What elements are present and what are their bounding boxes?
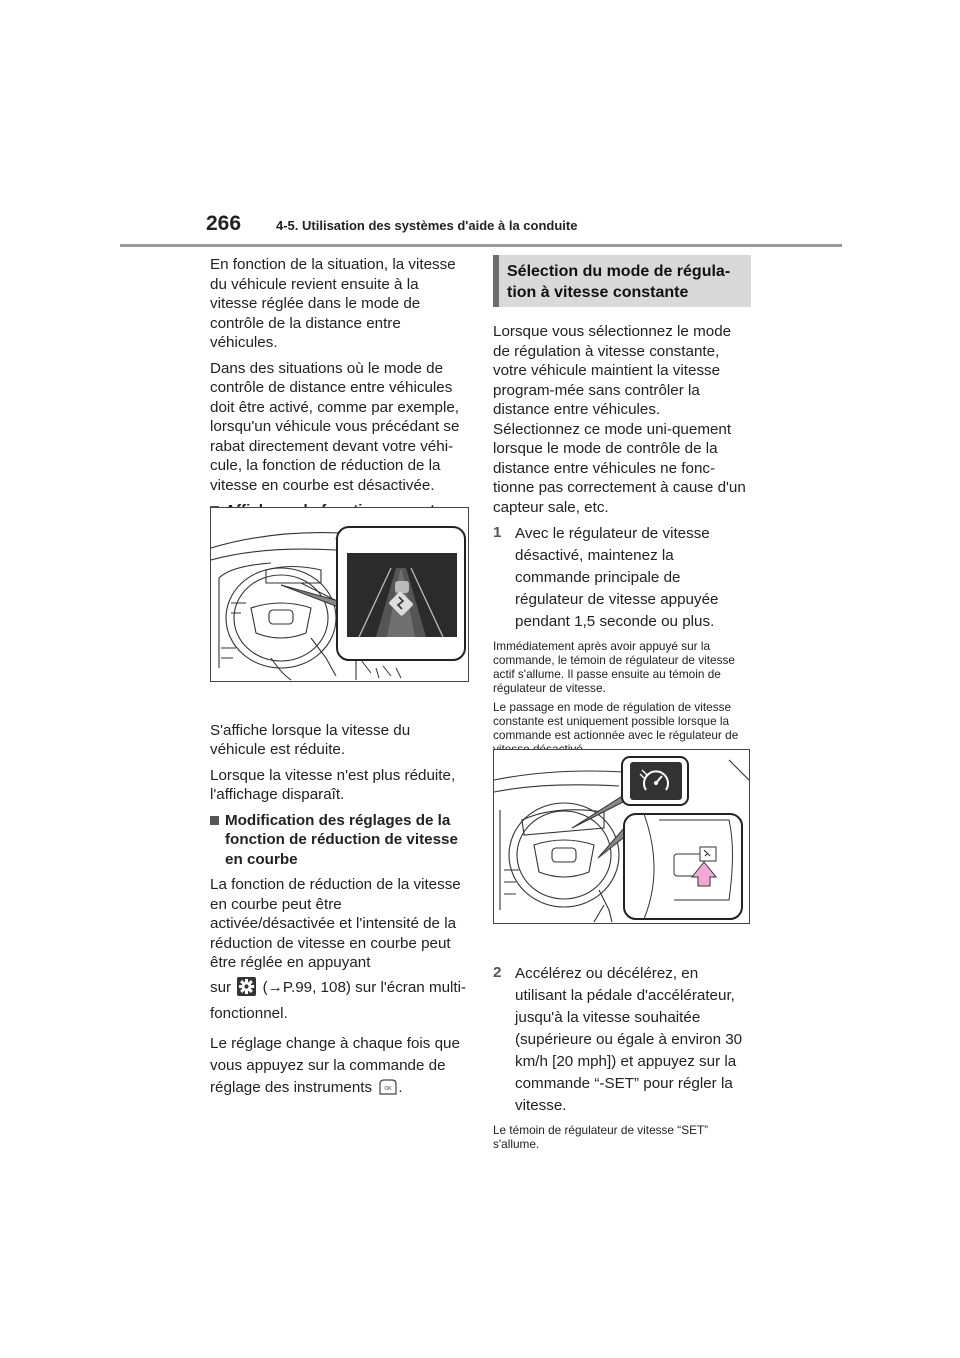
text: .	[398, 1078, 403, 1096]
ok-button-icon	[378, 1078, 398, 1096]
note: Le témoin de régulateur de vitesse “SET” s'allume.	[493, 1123, 709, 1151]
section-heading	[493, 255, 751, 307]
step-number: 2	[493, 964, 502, 981]
paragraph: Lorsque la vitesse n'est plus réduite, l'affichage disparaît.	[210, 766, 456, 803]
paragraph: En fonction de la situation, la vitesse du véhicule revient ensuite à la vitesse réglée dans le mode de contrôle de la distance entre véhicules.	[210, 256, 456, 351]
text: Le réglage change à chaque fois que vous appuyez sur la commande de réglage des instruments	[210, 1034, 460, 1096]
paragraph: Lorsque vous sélectionnez le mode de régulation à vitesse constante, votre véhicule maintient la vitesse program-mée sans contrôler la distance entre véhicules. Sélectionnez ce mode uni-quement lorsque le mode de contrôle de la distance entre véhicules ne fonc-tionne pas correctement à cause d'un capteur sale, etc.	[493, 323, 746, 516]
page-number: 266	[206, 212, 242, 235]
steering-illustration	[494, 750, 749, 923]
note: Immédiatement après avoir appuyé sur la commande, le témoin de régulateur de vitesse actif s'allume. Il passe ensuite au témoin de régulateur de vitesse.	[493, 639, 735, 695]
step-1	[493, 523, 751, 633]
chapter-title: 4-5. Utilisation des systèmes d'aide à la conduite	[276, 218, 578, 233]
paragraph: Dans des situations où le mode de contrôle de distance entre véhicules doit être activé, comme par exemple, lorsqu'un véhicule vous précédant se rabat directement devant votre véhi-cule, la fonction de réduction de la vitesse en courbe est désactivée.	[210, 359, 460, 494]
paragraph-with-icon	[210, 975, 468, 1027]
svg-text:OK: OK	[384, 1085, 392, 1092]
gear-icon	[237, 977, 256, 996]
section-heading-text: Sélection du mode de régula-tion à vitesse constante	[507, 263, 731, 301]
dashboard-illustration	[211, 508, 468, 681]
note: Le passage en mode de régulation de vitesse constante est uniquement possible lorsque la commande est actionnée avec le régulateur de	[493, 700, 739, 742]
step-text: Avec le régulateur de vitesse désactivé, maintenez la commande principale de régulateur de vitesse appuyée pendant 1,5 seconde ou plus.	[515, 525, 719, 630]
figure-dashboard-display	[210, 507, 469, 682]
text: (→P.99, 108) sur l'écran multi-fonctionnel.	[210, 978, 467, 1022]
header-rule	[120, 244, 842, 247]
step-text: Accélérez ou décélérez, en utilisant la pédale d'accélérateur, jusqu'à la vitesse souhaitée (supérieure ou égale à environ 30 km/h [20 mph]) et appuyez sur la commande “-SET” pour régler la vitesse.	[515, 965, 743, 1114]
paragraph: La fonction de réduction de la vitesse en courbe peut être activée/désactivée et l'intensité de la réduction de vitesse en courbe peut être réglée en appuyant	[210, 876, 461, 971]
paragraph-with-icon	[210, 1033, 468, 1099]
text: sur	[210, 978, 232, 996]
paragraph: S'affiche lorsque la vitesse du véhicule est réduite.	[210, 721, 411, 758]
subheading-text: Modification des réglages de la fonction de réduction de vitesse en courbe	[225, 811, 458, 868]
step-2	[493, 963, 751, 1117]
step-number: 1	[493, 524, 502, 541]
right-column	[493, 322, 751, 1156]
section-heading-bar	[493, 255, 499, 307]
subheading	[210, 811, 468, 870]
square-bullet-icon	[210, 816, 219, 825]
figure-cruise-control-switch	[493, 749, 750, 924]
